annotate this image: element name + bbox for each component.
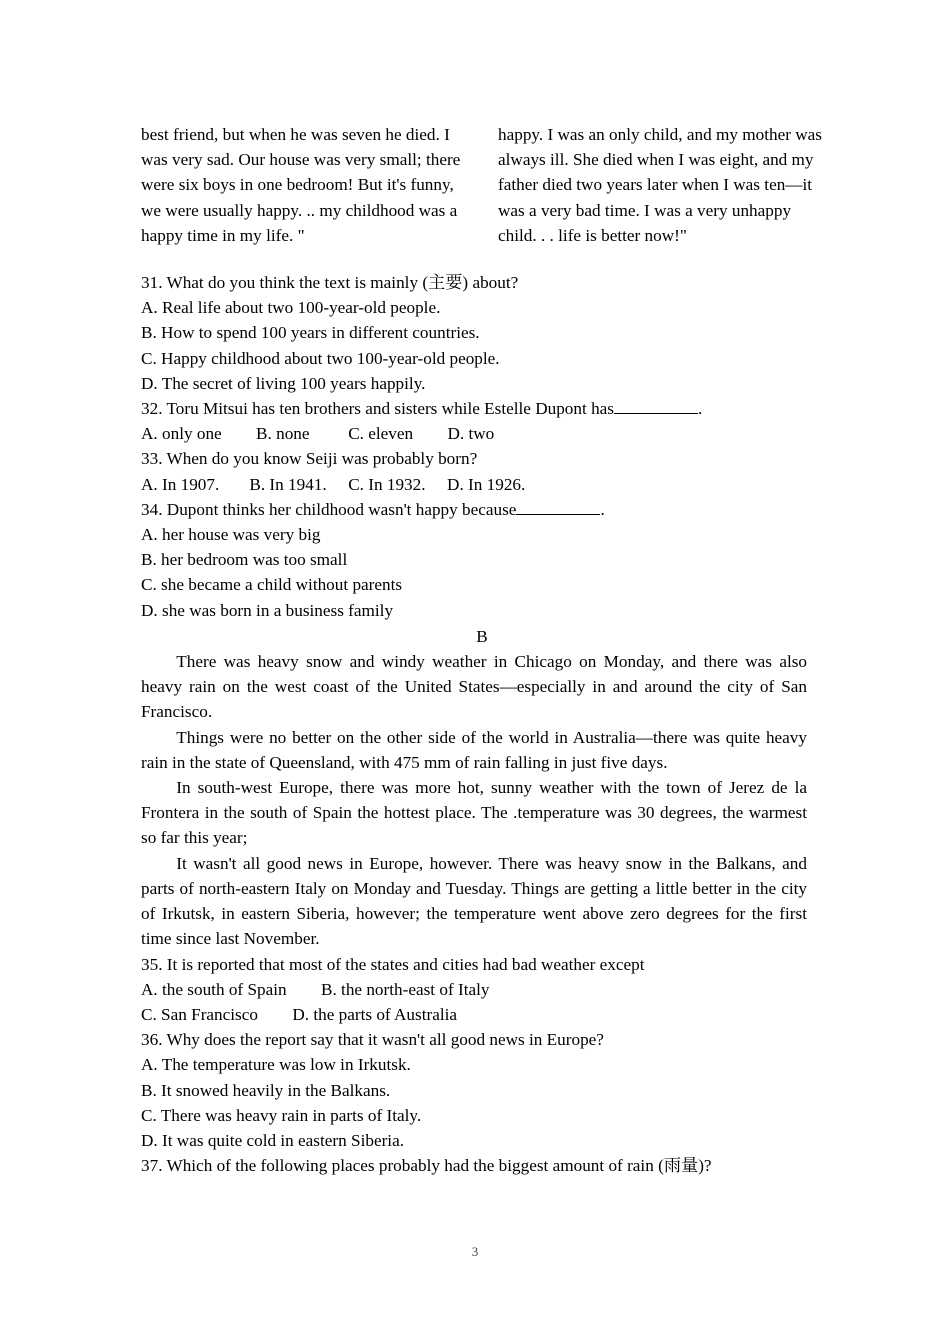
section-b-heading: B — [476, 626, 488, 646]
text-column-right — [498, 122, 823, 248]
question-32-stem-end: . — [697, 399, 703, 419]
question-31-choice-a[interactable]: A. Real life about two 100-year-old people. — [141, 298, 441, 318]
question-32-block — [141, 396, 823, 446]
question-34-choice-d[interactable]: D. she was born in a business family — [141, 600, 394, 620]
question-34-answer-blank[interactable] — [516, 498, 600, 515]
question-34-stem-end: . — [600, 499, 605, 519]
question-33-stem: 33. When do you know Seiji was probably born? — [141, 449, 478, 469]
question-37-block — [141, 1153, 823, 1178]
text-column-left — [141, 122, 466, 248]
question-31-choice-b[interactable]: B. How to spend 100 years in different countries. — [141, 323, 480, 343]
question-35-stem: 35. It is reported that most of the states and cities had bad weather except — [141, 954, 645, 974]
question-35-block — [141, 952, 823, 1028]
question-32-answer-blank[interactable] — [614, 397, 698, 414]
two-column-text-block — [141, 122, 823, 248]
question-31-block — [141, 270, 823, 396]
question-32-stem: 32. Toru Mitsui has ten brothers and sisters while Estelle Dupont has — [141, 399, 614, 419]
question-32-stem-line — [141, 396, 823, 421]
question-35-choices-row-1[interactable]: A. the south of Spain B. the north-east of Italy — [141, 979, 490, 999]
question-32-choices[interactable]: A. only one B. none C. eleven D. two — [141, 424, 495, 444]
question-35-choices-row-2[interactable]: C. San Francisco D. the parts of Australia — [141, 1004, 458, 1024]
passage-b — [141, 649, 807, 951]
question-34-stem-line — [141, 497, 823, 522]
question-34-choice-b[interactable]: B. her bedroom was too small — [141, 550, 348, 570]
question-37-stem: 37. Which of the following places probably had the biggest amount of rain (雨量)? — [141, 1156, 712, 1176]
passage-b-paragraph-1: There was heavy snow and windy weather in Chicago on Monday, and there was also heavy rain on the west coast of the United States—especially in and around the city of San Francisco. — [141, 652, 807, 722]
passage-b-paragraph-2: Things were no better on the other side of the world in Australia—there was quite heavy rain in the state of Queensland, with 475 mm of rain falling in just five days. — [141, 727, 807, 772]
question-33-block — [141, 446, 823, 496]
page-content — [141, 122, 823, 1178]
question-31-stem: 31. What do you think the text is mainly (主要) about? — [141, 273, 519, 293]
question-34-block — [141, 497, 823, 623]
page-number: 3 — [471, 1244, 479, 1259]
question-36-choice-d[interactable]: D. It was quite cold in eastern Siberia. — [141, 1130, 404, 1150]
question-31-choice-d[interactable]: D. The secret of living 100 years happily. — [141, 373, 426, 393]
question-31-choice-c[interactable]: C. Happy childhood about two 100-year-old people. — [141, 348, 500, 368]
question-34-choice-c[interactable]: C. she became a child without parents — [141, 575, 403, 595]
question-36-stem: 36. Why does the report say that it wasn't all good news in Europe? — [141, 1030, 604, 1050]
passage-b-paragraph-3: In south-west Europe, there was more hot, sunny weather with the town of Jerez de la Frontera in the south of Spain the hottest place. The .temperature was 30 degrees, the warmest so far this year; — [141, 778, 807, 848]
question-36-choice-a[interactable]: A. The temperature was low in Irkutsk. — [141, 1055, 411, 1075]
question-36-choice-c[interactable]: C. There was heavy rain in parts of Italy. — [141, 1105, 422, 1125]
column-right-paragraph: happy. I was an only child, and my mother was always ill. She died when I was eight, and my father died two years later when I was ten—it was a very bad time. I was a very unhappy child. . . life is better now!" — [498, 125, 822, 245]
question-34-stem: 34. Dupont thinks her childhood wasn't happy because — [141, 499, 517, 519]
question-34-choice-a[interactable]: A. her house was very big — [141, 525, 321, 545]
column-left-paragraph: best friend, but when he was seven he died. I was very sad. Our house was very small; there were six boys in one bedroom! But it's funny, we were usually happy. .. my childhood was a happy time in my life. " — [141, 125, 461, 245]
question-36-choice-b[interactable]: B. It snowed heavily in the Balkans. — [141, 1080, 391, 1100]
question-33-choices[interactable]: A. In 1907. B. In 1941. C. In 1932. D. In 1926. — [141, 474, 526, 494]
question-36-block — [141, 1027, 823, 1153]
passage-b-paragraph-4: It wasn't all good news in Europe, however. There was heavy snow in the Balkans, and parts of north-eastern Italy on Monday and Tuesday. Things are getting a little better in the city of Irkutsk, in eastern Siberia, however; the temperature went above zero degrees for the first time since last November. — [141, 853, 807, 949]
